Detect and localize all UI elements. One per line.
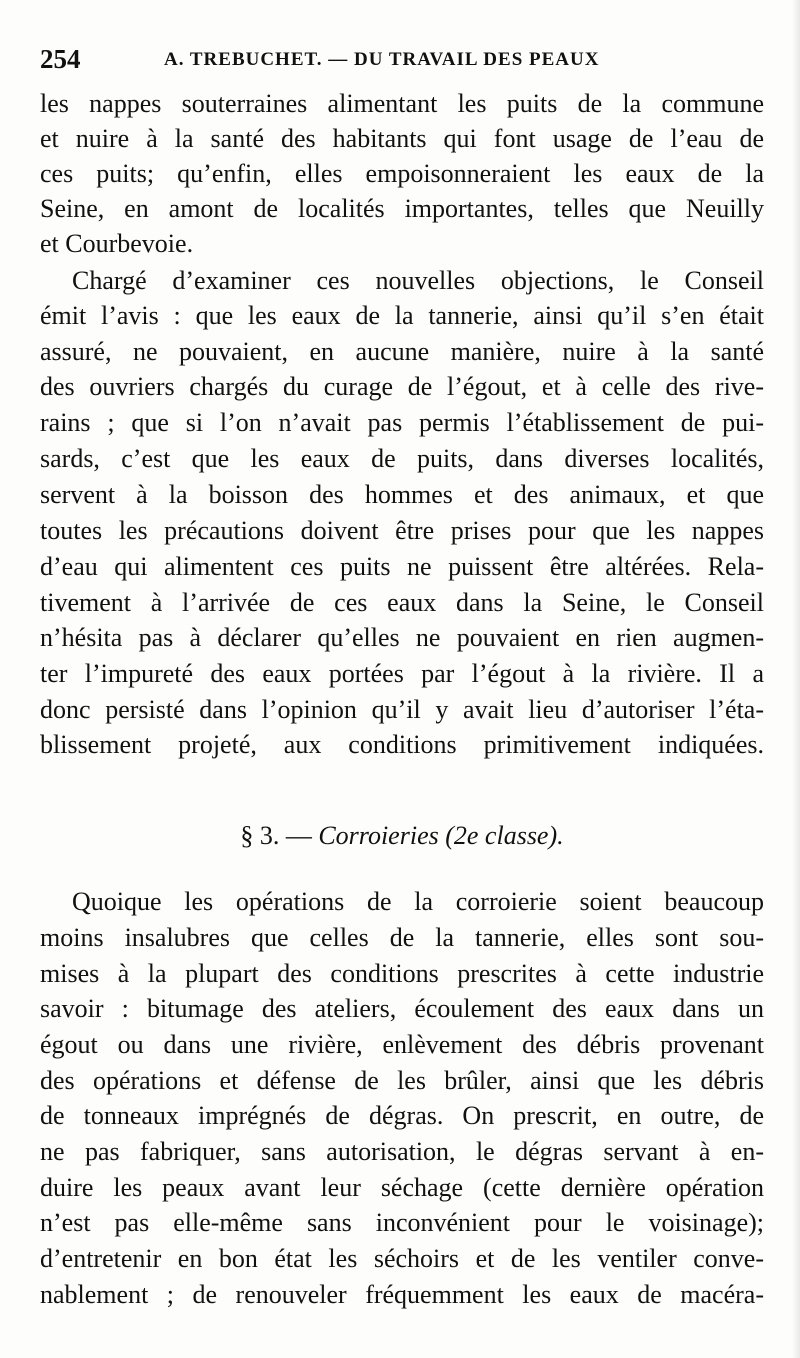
paragraph-3-line-12: nablement ; de renouveler fréquemment les eaux de macéra- [40, 1280, 764, 1309]
paragraph-2-line-14: blissement projeté, aux conditions primitivement indiquées. [40, 730, 764, 759]
paragraph-1-line-3: ces puits; qu’enfin, elles empoisonneraient les eaux de la [40, 159, 764, 188]
page-number: 254 [40, 44, 81, 74]
paragraph-2-line-11: n’hésita pas à déclarer qu’elles ne pouvaient en rien augmen- [40, 623, 764, 652]
paragraph-3-line-9: duire les peaux avant leur séchage (cette dernière opération [40, 1173, 764, 1202]
paragraph-1-line-5: et Courbevoie. [40, 229, 194, 258]
section-dash: — [285, 821, 312, 850]
paragraph-2-line-5: rains ; que si l’on n’avait pas permis l’établissement de pui- [40, 408, 764, 437]
paragraph-3-line-11: d’entretenir en bon état les séchoirs et de les ventiler conve- [40, 1244, 764, 1273]
paragraph-2-line-4: des ouvriers chargés du curage de l’égout, et à celle des rive- [40, 372, 764, 401]
paragraph-1-line-4: Seine, en amont de localités importantes, telles que Neuilly [40, 194, 764, 223]
paragraph-3-line-10: n’est pas elle-même sans inconvénient pour le voisinage); [40, 1208, 764, 1237]
paragraph-3-line-7: de tonneaux imprégnés de dégras. On prescrit, en outre, de [40, 1101, 764, 1130]
paragraph-1-line-1: les nappes souterraines alimentant les puits de la commune [40, 89, 764, 118]
paragraph-1-line-2: et nuire à la santé des habitants qui font usage de l’eau de [40, 124, 764, 153]
paragraph-2-line-3: assuré, ne pouvaient, en aucune manière, nuire à la santé [40, 337, 764, 366]
paragraph-2-line-10: tivement à l’arrivée de ces eaux dans la Seine, le Conseil [40, 588, 764, 617]
section-title: Corroieries [318, 821, 439, 850]
paragraph-2-line-7: servent à la boisson des hommes et des animaux, et que [40, 480, 764, 509]
paragraph-3-line-8: ne pas fabriquer, sans autorisation, le dégras servant à en- [40, 1137, 764, 1166]
paragraph-2-line-1: Chargé d’examiner ces nouvelles objections, le Conseil [72, 266, 764, 295]
paragraph-3-line-2: moins insalubres que celles de la tannerie, elles sont sou- [40, 923, 764, 952]
paragraph-2-line-6: sards, c’est que les eaux de puits, dans diverses localités, [40, 444, 764, 473]
running-title: A. TREBUCHET. — DU TRAVAIL DES PEAUX [164, 49, 600, 70]
section-class: (2e classe). [445, 821, 564, 850]
section-number: § 3. [240, 821, 280, 850]
paragraph-3-line-3: mises à la plupart des conditions prescrites à cette industrie [40, 959, 764, 988]
paragraph-3-line-5: égout ou dans une rivière, enlèvement des débris provenant [40, 1030, 764, 1059]
paragraph-3-line-4: savoir : bitumage des ateliers, écoulement des eaux dans un [40, 994, 764, 1023]
paragraph-2-line-13: donc persisté dans l’opinion qu’il y avait lieu d’autoriser l’éta- [40, 695, 764, 724]
paragraph-2-line-8: toutes les précautions doivent être prises pour que les nappes [40, 516, 764, 545]
paragraph-3-line-1: Quoique les opérations de la corroierie soient beaucoup [72, 887, 764, 916]
paragraph-2-line-9: d’eau qui alimentent ces puits ne puissent être altérées. Rela- [40, 552, 764, 581]
page-header [40, 42, 764, 76]
section-heading [40, 816, 764, 856]
paragraph-2-line-2: émit l’avis : que les eaux de la tannerie, ainsi qu’il s’en était [40, 301, 764, 330]
paragraph-2-line-12: ter l’impureté des eaux portées par l’égout à la rivière. Il a [40, 659, 764, 688]
paragraph-3-line-6: des opérations et défense de les brûler, ainsi que les débris [40, 1066, 764, 1095]
scan-edge-shadow [792, 0, 800, 1358]
